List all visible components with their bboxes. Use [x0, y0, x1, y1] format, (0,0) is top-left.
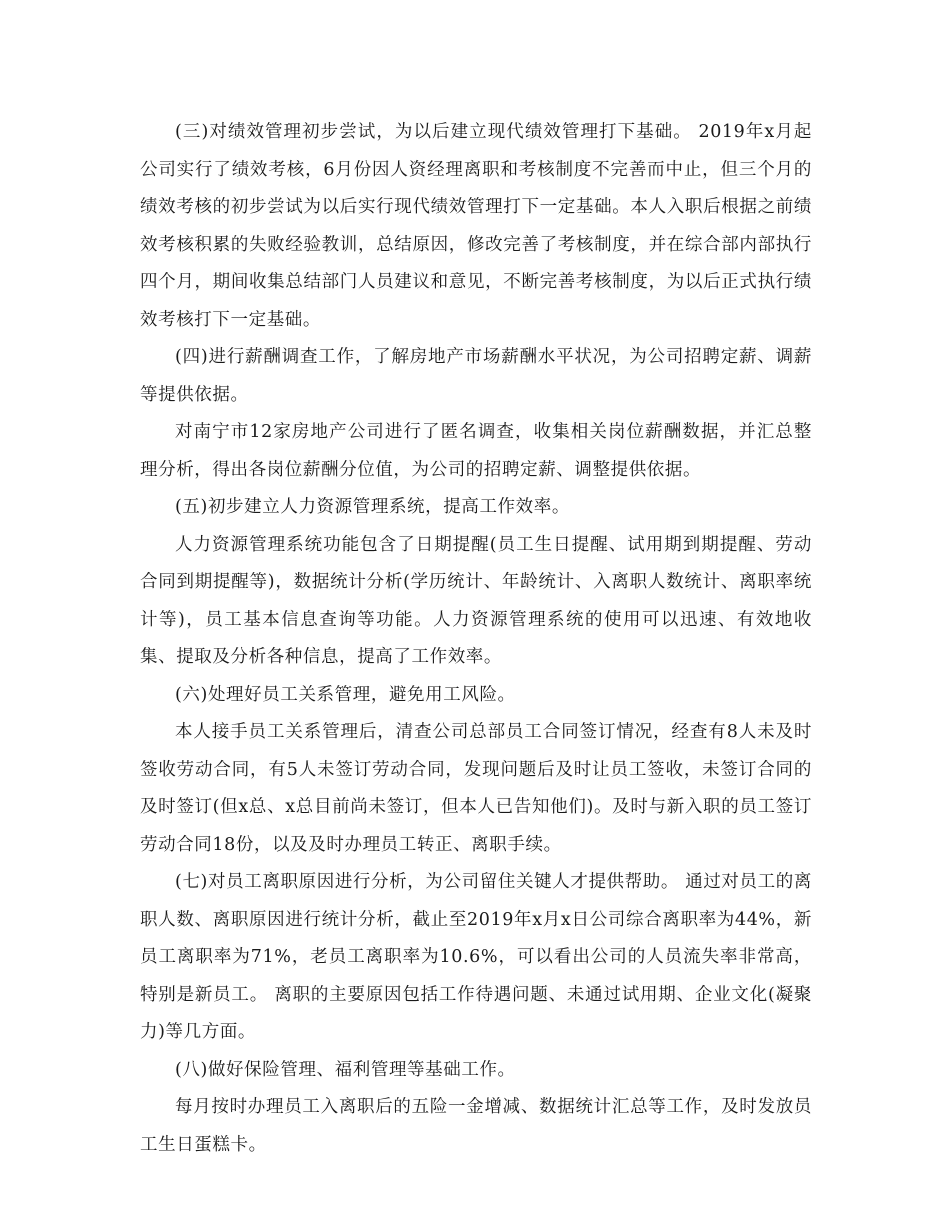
paragraph-employee-relations-heading: (六)处理好员工关系管理，避免用工风险。: [175, 684, 516, 705]
paragraph-hr-system-detail: 人力资源管理系统功能包含了日期提醒(员工生日提醒、试用期到期提醒、劳动合同到期提醒等)，数据统计分析(学历统计、年龄统计、入离职人数统计、离职率统计等)，员工基本信息查询等功能。人力资源管理系统的使用可以迅速、有效地收集、提取及分析各种信息，提高了工作效率。: [140, 534, 812, 667]
paragraph-turnover-analysis: (七)对员工离职原因进行分析，为公司留住关键人才提供帮助。 通过对员工的离职人数、离职原因进行统计分析，截止至2019年x月x日公司综合离职率为44%，新员工离职率为71%，老员工离职率为10.6%，可以看出公司的人员流失率非常高，特别是新员工。 离职的主要原因包括工作待遇问题、未通过试用期、企业文化(凝聚力)等几方面。: [140, 872, 812, 1042]
paragraph-hr-system-heading: (五)初步建立人力资源管理系统，提高工作效率。: [175, 497, 570, 517]
paragraph-insurance-detail: 每月按时办理员工入离职后的五险一金增减、数据统计汇总等工作，及时发放员工生日蛋糕卡。: [140, 1097, 812, 1155]
paragraph-employee-relations-detail: 本人接手员工关系管理后，清查公司总部员工合同签订情况，经查有8人未及时签收劳动合同，有5人未签订劳动合同，发现问题后及时让员工签收，未签订合同的及时签订(但x总、x总目前尚未签订，但本人已告知他们)。及时与新入职的员工签订劳动合同18份，以及及时办理员工转正、离职手续。: [140, 722, 812, 855]
paragraph-salary-survey-detail: 对南宁市12家房地产公司进行了匿名调查，收集相关岗位薪酬数据，并汇总整理分析，得出各岗位薪酬分位值，为公司的招聘定薪、调整提供依据。: [140, 422, 812, 480]
paragraph-insurance-heading: (八)做好保险管理、福利管理等基础工作。: [175, 1059, 516, 1080]
paragraph-salary-survey-heading: (四)进行薪酬调查工作，了解房地产市场薪酬水平状况，为公司招聘定薪、调薪等提供依据。: [140, 347, 812, 405]
document-body: [140, 114, 812, 1164]
paragraph-performance-management: (三)对绩效管理初步尝试，为以后建立现代绩效管理打下基础。 2019年x月起公司实行了绩效考核，6月份因人资经理离职和考核制度不完善而中止，但三个月的绩效考核的初步尝试为以后实行现代绩效管理打下一定基础。本人入职后根据之前绩效考核积累的失败经验教训，总结原因，修改完善了考核制度，并在综合部内部执行四个月，期间收集总结部门人员建议和意见，不断完善考核制度，为以后正式执行绩效考核打下一定基础。: [140, 122, 812, 330]
